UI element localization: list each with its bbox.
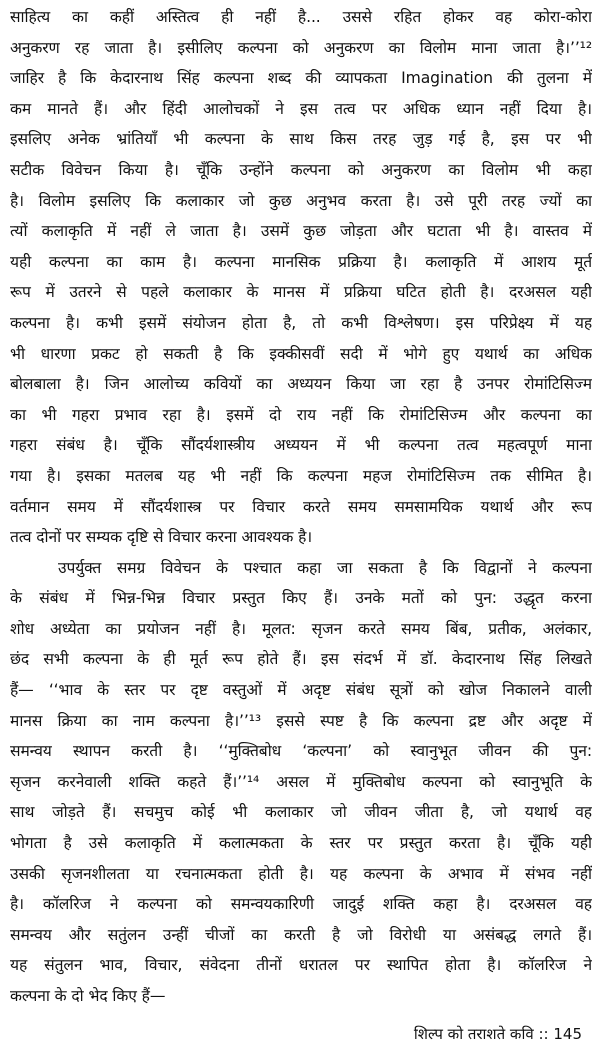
text-line: उसकी सृजनशीलता या रचनात्मकता होती है। यह कल्पना के अभाव में संभव नहीं [10, 864, 592, 883]
text-line: अनुकरण रह जाता है। इसीलिए कल्पना को अनुकरण का विलोम माना जाता है।’’¹² [10, 38, 592, 57]
text-line: हैं— ‘‘भाव के स्तर पर दृष्ट वस्तुओं में अदृष्ट संबंध सूत्रों को खोज निकालने वाली [10, 681, 592, 700]
page-body [10, 2, 592, 1012]
text-line: कम मानते हैं। और हिंदी आलोचकों ने इस तत्व पर अधिक ध्यान नहीं दिया है। [10, 99, 592, 118]
page-number: 145 [553, 1025, 582, 1043]
text-line: समन्वय स्थापन करती है। ‘‘मुक्तिबोध ‘कल्पना’ को स्वानुभूत जीवन की पुन: [10, 742, 592, 761]
text-line: रूप में उतरने से पहले कलाकार के मानस में प्रक्रिया घटित होती है। दरअसल यही [10, 283, 592, 302]
text-line: त्यों कलाकृति में नहीं ले जाता है। उसमें कुछ जोड़ता और घटाता भी है। वास्तव में [10, 222, 592, 241]
text-line: भी धारणा प्रकट हो सकती है कि इक्कीसवीं सदी में भोगे हुए यथार्थ का अधिक [10, 344, 592, 363]
text-line: मानस क्रिया का नाम कल्पना है।’’¹³ इससे स्पष्ट है कि कल्पना द्रष्ट और अदृष्ट में [10, 711, 592, 730]
text-line: इसलिए अनेक भ्रांतियाँ भी कल्पना के साथ किस तरह जुड़ गई है, इस पर भी [10, 130, 592, 149]
text-line: के संबंध में भिन्न-भिन्न विचार प्रस्तुत किए हैं। उनके मतों को पुन: उद्धृत करना [10, 589, 592, 608]
text-line: वर्तमान समय में सौंदर्यशास्त्र पर विचार करते समय समसामयिक यथार्थ और रूप [10, 497, 592, 516]
text-line: जाहिर है कि केदारनाथ सिंह कल्पना शब्द की व्यापकता Imagination की तुलना में [10, 69, 592, 88]
text-line: गया है। इसका मतलब यह भी नहीं कि कल्पना महज रोमांटिसिज्म तक सीमित है। [10, 466, 592, 485]
text-line: शोध अध्येता का प्रयोजन नहीं है। मूलत: सृजन करते समय बिंब, प्रतीक, अलंकार, [10, 619, 592, 638]
text-line: है। कॉलरिज ने कल्पना को समन्वयकारिणी जादुई शक्ति कहा है। दरअसल वह [10, 895, 592, 914]
text-line: उपर्युक्त समग्र विवेचन के पश्चात कहा जा सकता है कि विद्वानों ने कल्पना [58, 558, 592, 577]
page-footer [414, 1024, 582, 1044]
paragraph-1 [10, 2, 592, 553]
text-line: है। विलोम इसलिए कि कलाकार जो कुछ अनुभव करता है। उसे पूरी तरह ज्यों का [10, 191, 592, 210]
text-line: कल्पना है। कभी इसमें संयोजन होता है, तो कभी विश्लेषण। इस परिप्रेक्ष्य में यह [10, 313, 592, 332]
running-title: शिल्प को तराशते कवि [413, 1025, 534, 1043]
text-line: कल्पना के दो भेद किए हैं— [10, 987, 166, 1005]
paragraph-2 [10, 553, 592, 1012]
text-line: यह संतुलन भाव, विचार, संवेदना तीनों धरातल पर स्थापित होता है। कॉलरिज ने [10, 956, 592, 975]
text-line: का भी गहरा प्रभाव रहा है। इसमें दो राय नहीं कि रोमांटिसिज्म और कल्पना का [10, 405, 592, 424]
text-line: बोलबाला है। जिन आलोच्य कवियों का अध्ययन किया जा रहा है उनपर रोमांटिसिज्म [10, 375, 592, 394]
text-line: तत्व दोनों पर सम्यक दृष्टि से विचार करना आवश्यक है। [10, 528, 313, 547]
text-line: साहित्य का कहीं अस्तित्व ही नहीं है... उससे रहित होकर वह कोरा-कोरा [10, 8, 592, 26]
text-line: सृजन करनेवाली शक्ति कहते हैं।’’¹⁴ असल में मुक्तिबोध कल्पना को स्वानुभूति के [10, 772, 592, 791]
text-line: साथ जोड़ते हैं। सचमुच कोई भी कलाकार जो जीवन जीता है, जो यथार्थ वह [10, 803, 592, 822]
text-line: समन्वय और सतुंलन उन्हीं चीजों का करती है जो विरोधी या असंबद्ध लगते हैं। [10, 925, 592, 944]
footer-separator: :: [538, 1025, 549, 1043]
text-line: छंद सभी कल्पना के ही मूर्त रूप होते हैं। इस संदर्भ में डॉ. केदारनाथ सिंह लिखते [10, 650, 592, 669]
text-line: भोगता है उसे कलाकृति में कलात्मकता के स्तर पर प्रस्तुत करता है। चूँकि यही [10, 834, 592, 853]
text-line: सटीक विवेचन किया है। चूँकि उन्होंने कल्पना को अनुकरण का विलोम भी कहा [10, 160, 592, 179]
text-line: यही कल्पना का काम है। कल्पना मानसिक प्रक्रिया है। कलाकृति में आशय मूर्त [10, 252, 592, 271]
text-line: गहरा संबंध है। चूँकि सौंदर्यशास्त्रीय अध्ययन में भी कल्पना तत्व महत्वपूर्ण माना [10, 436, 592, 455]
